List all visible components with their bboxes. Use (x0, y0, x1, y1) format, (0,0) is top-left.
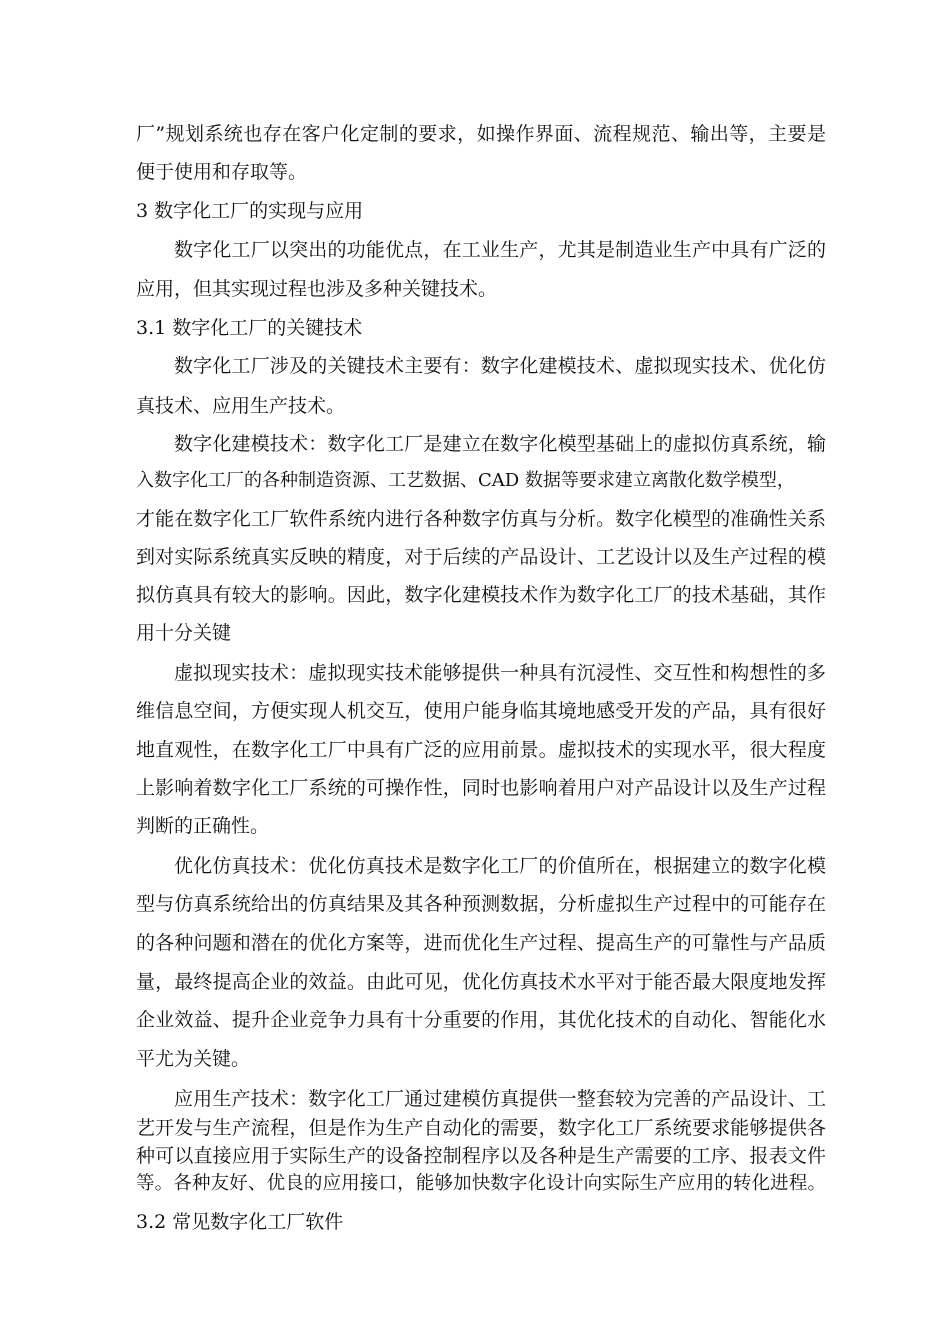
paragraph-line: 用十分关键 (136, 622, 232, 644)
paragraph-line: 虚拟现实技术：虚拟现实技术能够提供一种具有沉浸性、交互性和构想性的多 (174, 662, 826, 684)
section-heading-3-2: 3.2 常见数字化工厂软件 (136, 1211, 344, 1233)
paragraph-line: 维信息空间，方便实现人机交互，使用户能身临其境地感受开发的产品，具有很好 (136, 700, 826, 722)
paragraph-line: 到对实际系统真实反映的精度，对于后续的产品设计、工艺设计以及生产过程的模 (136, 546, 826, 568)
paragraph-line: 企业效益、提升企业竞争力具有十分重要的作用，其优化技术的自动化、智能化水 (136, 1009, 826, 1031)
paragraph-line: 真技术、应用生产技术。 (136, 395, 346, 417)
paragraph-line: 种可以直接应用于实际生产的设备控制程序以及各种是生产需要的工序、报表文件 (136, 1145, 826, 1167)
paragraph-line: 数字化工厂以突出的功能优点，在工业生产，尤其是制造业生产中具有广泛的 (174, 239, 826, 261)
paragraph-line: 优化仿真技术：优化仿真技术是数字化工厂的价值所在，根据建立的数字化模 (174, 855, 826, 877)
paragraph-line: 型与仿真系统给出的仿真结果及其各种预测数据，分析虚拟生产过程中的可能存在 (136, 893, 826, 915)
paragraph-line: 数字化工厂涉及的关键技术主要有：数字化建模技术、虚拟现实技术、优化仿 (174, 355, 826, 377)
paragraph-line: 平尤为关键。 (136, 1048, 251, 1070)
paragraph-line: 的各种问题和潜在的优化方案等，进而优化生产过程、提高生产的可靠性与产品质 (136, 932, 826, 954)
paragraph-line: 应用生产技术：数字化工厂通过建模仿真提供一整套较为完善的产品设计、工 (174, 1088, 826, 1110)
paragraph-line: 便于使用和存取等。 (136, 161, 308, 183)
paragraph-line: 等。各种友好、优良的应用接口，能够加快数字化设计向实际生产应用的转化进程。 (136, 1173, 826, 1194)
paragraph-line: 厂”规划系统也存在客户化定制的要求，如操作界面、流程规范、输出等，主要是 (136, 123, 826, 145)
paragraph-line: 拟仿真具有较大的影响。因此，数字化建模技术作为数字化工厂的技术基础，其作 (136, 584, 826, 606)
section-heading-3: 3 数字化工厂的实现与应用 (136, 200, 364, 222)
section-heading-3-1: 3.1 数字化工厂的关键技术 (136, 317, 363, 339)
paragraph-line: 才能在数字化工厂软件系统内进行各种数字仿真与分析。数字化模型的准确性关系 (136, 508, 826, 530)
paragraph-line: 艺开发与生产流程，但是作为生产自动化的需要，数字化工厂系统要求能够提供各 (136, 1117, 826, 1139)
paragraph-line: 判断的正确性。 (136, 815, 270, 837)
paragraph-line: 地直观性，在数字化工厂中具有广泛的应用前景。虚拟技术的实现水平，很大程度 (136, 739, 826, 761)
paragraph-line: 入数字化工厂的各种制造资源、工艺数据、CAD 数据等要求建立离散化数学模型， (136, 470, 795, 491)
paragraph-line: 量，最终提高企业的效益。由此可见，优化仿真技术水平对于能否最大限度地发挥 (136, 971, 826, 993)
paragraph-line: 数字化建模技术：数字化工厂是建立在数字化模型基础上的虚拟仿真系统，输 (174, 433, 826, 455)
paragraph-line: 上影响着数字化工厂系统的可操作性，同时也影响着用户对产品设计以及生产过程 (136, 777, 826, 799)
paragraph-line: 应用，但其实现过程也涉及多种关键技术。 (136, 278, 498, 300)
